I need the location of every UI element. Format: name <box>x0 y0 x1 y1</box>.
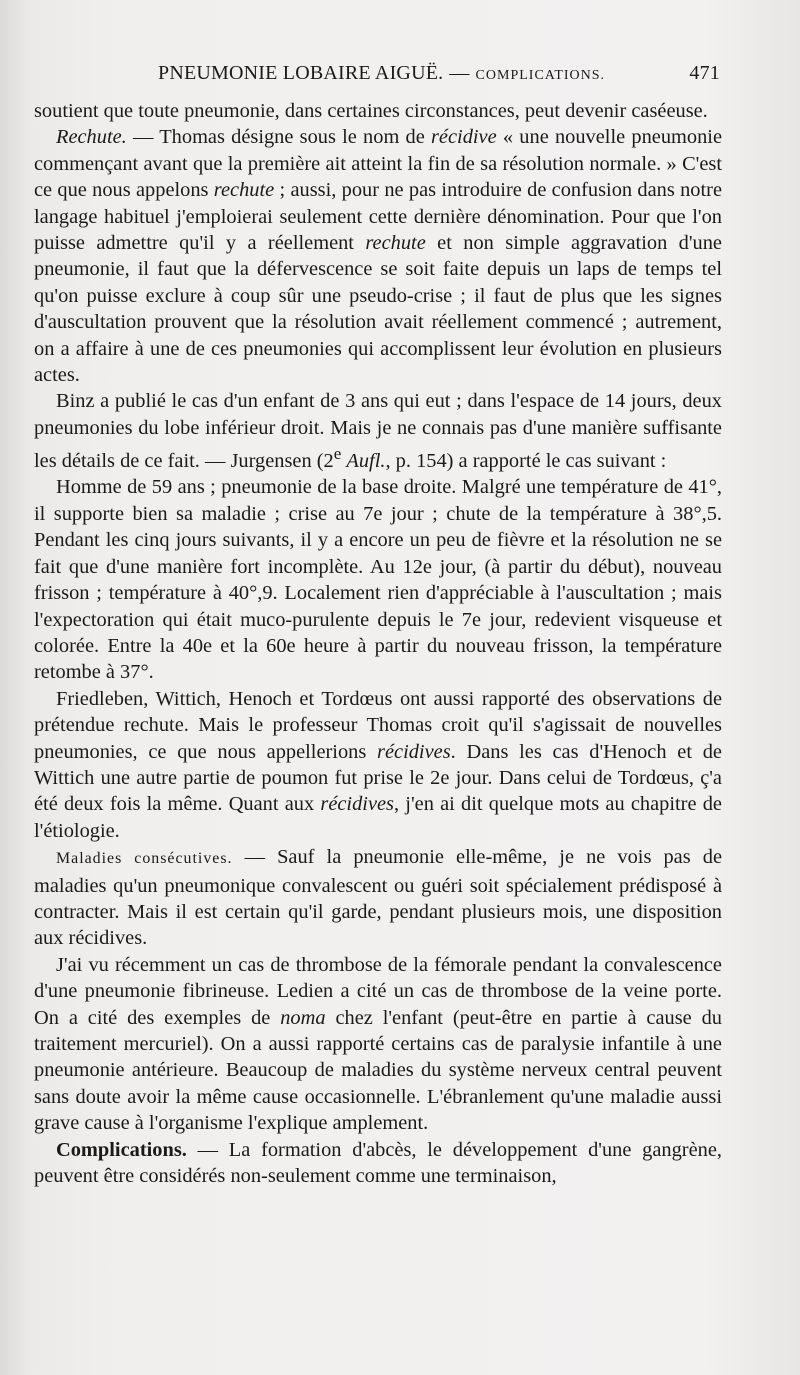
italic-term: Aufl. <box>346 450 386 473</box>
paragraph-continuation <box>34 98 722 124</box>
running-header <box>40 62 720 90</box>
page-number: 471 <box>689 62 720 84</box>
paragraph-text: — Thomas désigne sous le nom de <box>126 126 431 149</box>
section-lead-maladies: Maladies consécutives. <box>56 850 233 868</box>
running-title-main: PNEUMONIE LOBAIRE AIGUË. <box>158 62 444 84</box>
superscript: e <box>333 444 342 464</box>
paragraph-binz <box>34 388 722 474</box>
italic-term: récidives <box>377 740 451 763</box>
italic-term: récidives <box>320 793 394 816</box>
paragraph-thrombose <box>34 952 722 1137</box>
paragraph-text: Homme de 59 ans ; pneumonie de la base droite. Malgré une température de 41°, il supporte bien sa maladie ; crise au 7e jour ; chute de la température à 38°,5. Pendant les cinq jours suivants, il y a encore un peu de fièvre et la résolution ne se fait que d'une manière fort incomplète. Au 12e jour, (à partir du début), nouveau frisson ; température à 40°,9. Localement rien d'appréciable à l'auscultation ; mais l'expectoration qui était muco-purulente depuis le 7e jour, redevient visqueuse et colorée. Entre la 40e et la 60e heure à partir du nouveau frisson, la température retombe à 37°. <box>34 476 722 684</box>
italic-term: rechute <box>365 232 426 255</box>
paragraph-complications <box>34 1137 722 1190</box>
paragraph-text: Binz a publié le cas d'un enfant de 3 ans qui eut ; dans l'espace de 14 jours, deux pneumonies du lobe inférieur droit. Mais je ne connais pas d'une manière suffisante les détails de ce fait. — Jurgensen (2 <box>34 390 722 473</box>
paragraph-text: , p. 154) a rapporté le cas suivant : <box>385 450 667 473</box>
italic-term: rechute <box>213 179 275 202</box>
paragraph-text: soutient que toute pneumonie, dans certaines circonstances, peut devenir caséeuse. <box>34 100 708 122</box>
paragraph-case-report <box>34 474 722 685</box>
paragraph-text: J'ai vu récemment un cas de thrombose de la fémorale pendant la convalescence d'une pneumonie fibrineuse. Ledien a cité un cas de thrombose de la veine porte. On a cité des exemples de <box>34 953 722 1029</box>
paragraph-text: — La formation d'abcès, le développement d'une gangrène, peuvent être considérés non-seulement comme une terminaison, <box>34 1138 722 1188</box>
paragraph-text: — Sauf la pneumonie elle-même, je ne vois pas de maladies qu'un pneumonique convalescent ou guéri soit spécialement prédisposé à contracter. Mais il est certain qu'il garde, pendant plusieurs mois, une disposition aux récidives. <box>34 846 722 950</box>
paragraph-text: et non simple aggravation d'une pneumonie, il faut que la défervescence se soit faite depuis un laps de temps tel qu'on puisse exclure à coup sûr une pseudo-crise ; il faut de plus que les signes d'auscultation prouvent que la résolution avait réellement commencé ; autrement, on a affaire à une de ces pneumonies qui accomplissent leur évolution en plusieurs actes. <box>34 232 722 387</box>
section-lead-complications: Complications. <box>56 1138 187 1161</box>
paragraph-rechute <box>34 124 722 388</box>
running-title-dash: — <box>449 62 470 84</box>
paragraph-text: . Dans les cas d'Henoch et de Wittich une autre partie de poumon fut prise le 2e jour. Dans celui de Tordœus, ç'a été deux fois la même. Quant aux <box>34 740 722 816</box>
italic-term: récidive <box>431 126 497 149</box>
paragraph-text: chez l'enfant (peut-être en partie à cause du traitement mercuriel). On a aussi rapporté certains cas de paralysie infantile à une pneumonie antérieure. Beaucoup de maladies du système nerveux central peuvent sans doute avoir la même cause occasionnelle. L'ébranlement qu'une maladie aussi grave cause à l'organisme l'explique amplement. <box>34 1006 722 1135</box>
italic-term: noma <box>280 1006 326 1029</box>
section-lead-rechute: Rechute. <box>56 126 127 149</box>
page-body <box>34 98 722 1189</box>
paragraph-text: ; aussi, pour ne pas introduire de confusion dans notre langage habituel j'emploierai seulement cette dernière dénomination. Pour que l'on puisse admettre qu'il y a réellement <box>34 179 722 255</box>
paragraph-text: « une nouvelle pneumonie commençant avant que la première ait atteint la fin de sa résolution normale. » C'est ce que nous appelons <box>34 126 722 202</box>
paragraph-text: , j'en ai dit quelque mots au chapitre de l'étiologie. <box>34 793 722 842</box>
running-title-section: COMPLICATIONS. <box>475 68 606 83</box>
running-title <box>158 62 605 85</box>
paragraph-friedleben <box>34 686 722 844</box>
paragraph-text: Friedleben, Wittich, Henoch et Tordœus ont aussi rapporté des observations de prétendue rechute. Mais le professeur Thomas croit qu'il s'agissait de nouvelles pneumonies, ce que nous appellerions <box>34 687 722 763</box>
paragraph-maladies-consecutives <box>34 844 722 952</box>
